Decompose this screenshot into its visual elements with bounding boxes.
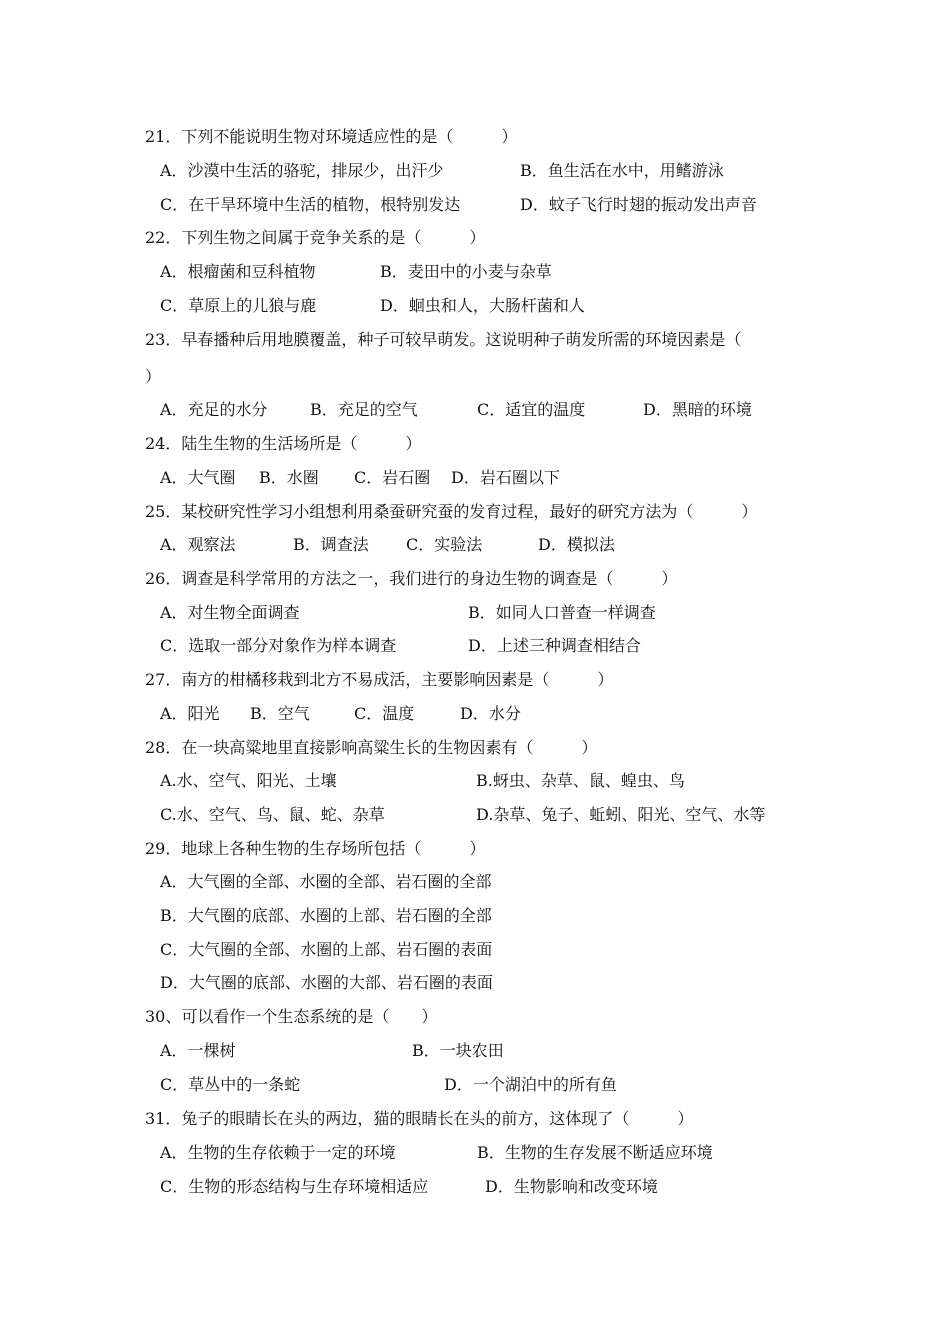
question-24-option-a: A．大气圈 <box>160 468 236 487</box>
question-31-option-d: D．生物影响和改变环境 <box>485 1177 658 1196</box>
question-30-option-d: D．一个湖泊中的所有鱼 <box>444 1075 617 1094</box>
question-28-option-a: A.水、空气、阳光、土壤 <box>160 771 337 790</box>
question-27-option-d: D．水分 <box>460 704 521 723</box>
question-25-stem: 25．某校研究性学习小组想利用桑蚕研究蚕的发育过程，最好的研究方法为（ ） <box>145 502 758 521</box>
question-21-option-d: D．蚊子飞行时翅的振动发出声音 <box>520 195 757 214</box>
question-26-option-d: D．上述三种调查相结合 <box>468 636 641 655</box>
question-25-option-b: B．调查法 <box>293 535 369 554</box>
question-30-stem: 30、可以看作一个生态系统的是（ ） <box>145 1007 438 1026</box>
question-28-option-b: B.蚜虫、杂草、鼠、蝗虫、鸟 <box>476 771 685 790</box>
question-24-option-c: C．岩石圈 <box>354 468 431 487</box>
question-26-option-a: A．对生物全面调查 <box>160 603 300 622</box>
question-26-stem: 26．调查是科学常用的方法之一，我们进行的身边生物的调查是（ ） <box>145 569 678 588</box>
question-23-option-a: A．充足的水分 <box>160 400 268 419</box>
question-26-option-c: C．选取一部分对象作为样本调查 <box>160 636 397 655</box>
question-22-option-a: A．根瘤菌和豆科植物 <box>160 262 316 281</box>
question-28-option-c: C.水、空气、鸟、鼠、蛇、杂草 <box>160 805 385 824</box>
question-24-option-d: D．岩石圈以下 <box>451 468 560 487</box>
question-30-option-a: A．一棵树 <box>160 1041 236 1060</box>
question-31-option-c: C．生物的形态结构与生存环境相适应 <box>160 1177 429 1196</box>
question-31-option-a: A．生物的生存依赖于一定的环境 <box>160 1143 396 1162</box>
question-21-option-c: C．在干旱环境中生活的植物，根特别发达 <box>160 195 461 214</box>
question-23-stem-line2: ） <box>145 367 162 386</box>
question-27-option-c: C．温度 <box>354 704 415 723</box>
question-31-stem: 31．兔子的眼睛长在头的两边，猫的眼睛长在头的前方，这体现了（ ） <box>145 1109 694 1128</box>
question-31-option-b: B．生物的生存发展不断适应环境 <box>477 1143 713 1162</box>
question-25-option-c: C．实验法 <box>406 535 483 554</box>
question-22-option-d: D．蛔虫和人，大肠杆菌和人 <box>380 296 585 315</box>
question-29-option-a: A．大气圈的全部、水圈的全部、岩石圈的全部 <box>160 872 492 891</box>
question-29-option-d: D．大气圈的底部、水圈的大部、岩石圈的表面 <box>160 973 493 992</box>
question-25-option-a: A．观察法 <box>160 535 236 554</box>
question-24-option-b: B．水圈 <box>259 468 319 487</box>
question-30-option-c: C．草丛中的一条蛇 <box>160 1075 301 1094</box>
question-26-option-b: B．如同人口普查一样调查 <box>468 603 656 622</box>
question-22-stem: 22．下列生物之间属于竞争关系的是（ ） <box>145 228 486 247</box>
question-21-stem: 21．下列不能说明生物对环境适应性的是（ ） <box>145 127 518 146</box>
question-29-option-b: B．大气圈的底部、水圈的上部、岩石圈的全部 <box>160 906 492 925</box>
question-24-stem: 24．陆生生物的生活场所是（ ） <box>145 434 422 453</box>
question-25-option-d: D．模拟法 <box>538 535 615 554</box>
question-27-option-b: B．空气 <box>250 704 310 723</box>
question-23-option-c: C．适宜的温度 <box>477 400 586 419</box>
question-28-option-d: D.杂草、兔子、蚯蚓、阳光、空气、水等 <box>476 805 766 824</box>
question-23-option-b: B．充足的空气 <box>310 400 418 419</box>
question-22-option-c: C．草原上的儿狼与鹿 <box>160 296 317 315</box>
question-29-stem: 29．地球上各种生物的生存场所包括（ ） <box>145 839 486 858</box>
question-30-option-b: B．一块农田 <box>412 1041 504 1060</box>
question-27-option-a: A．阳光 <box>160 704 220 723</box>
question-27-stem: 27．南方的柑橘移栽到北方不易成活，主要影响因素是（ ） <box>145 670 614 689</box>
question-22-option-b: B．麦田中的小麦与杂草 <box>380 262 552 281</box>
question-23-stem-line1: 23．早春播种后用地膜覆盖，种子可较早萌发。这说明种子萌发所需的环境因素是（ <box>145 330 742 349</box>
question-21-option-a: A．沙漠中生活的骆驼，排尿少，出汗少 <box>160 161 444 180</box>
question-29-option-c: C．大气圈的全部、水圈的上部、岩石圈的表面 <box>160 940 493 959</box>
question-21-option-b: B．鱼生活在水中，用鳍游泳 <box>520 161 724 180</box>
question-23-option-d: D．黑暗的环境 <box>643 400 752 419</box>
question-28-stem: 28．在一块高粱地里直接影响高粱生长的生物因素有（ ） <box>145 738 598 757</box>
